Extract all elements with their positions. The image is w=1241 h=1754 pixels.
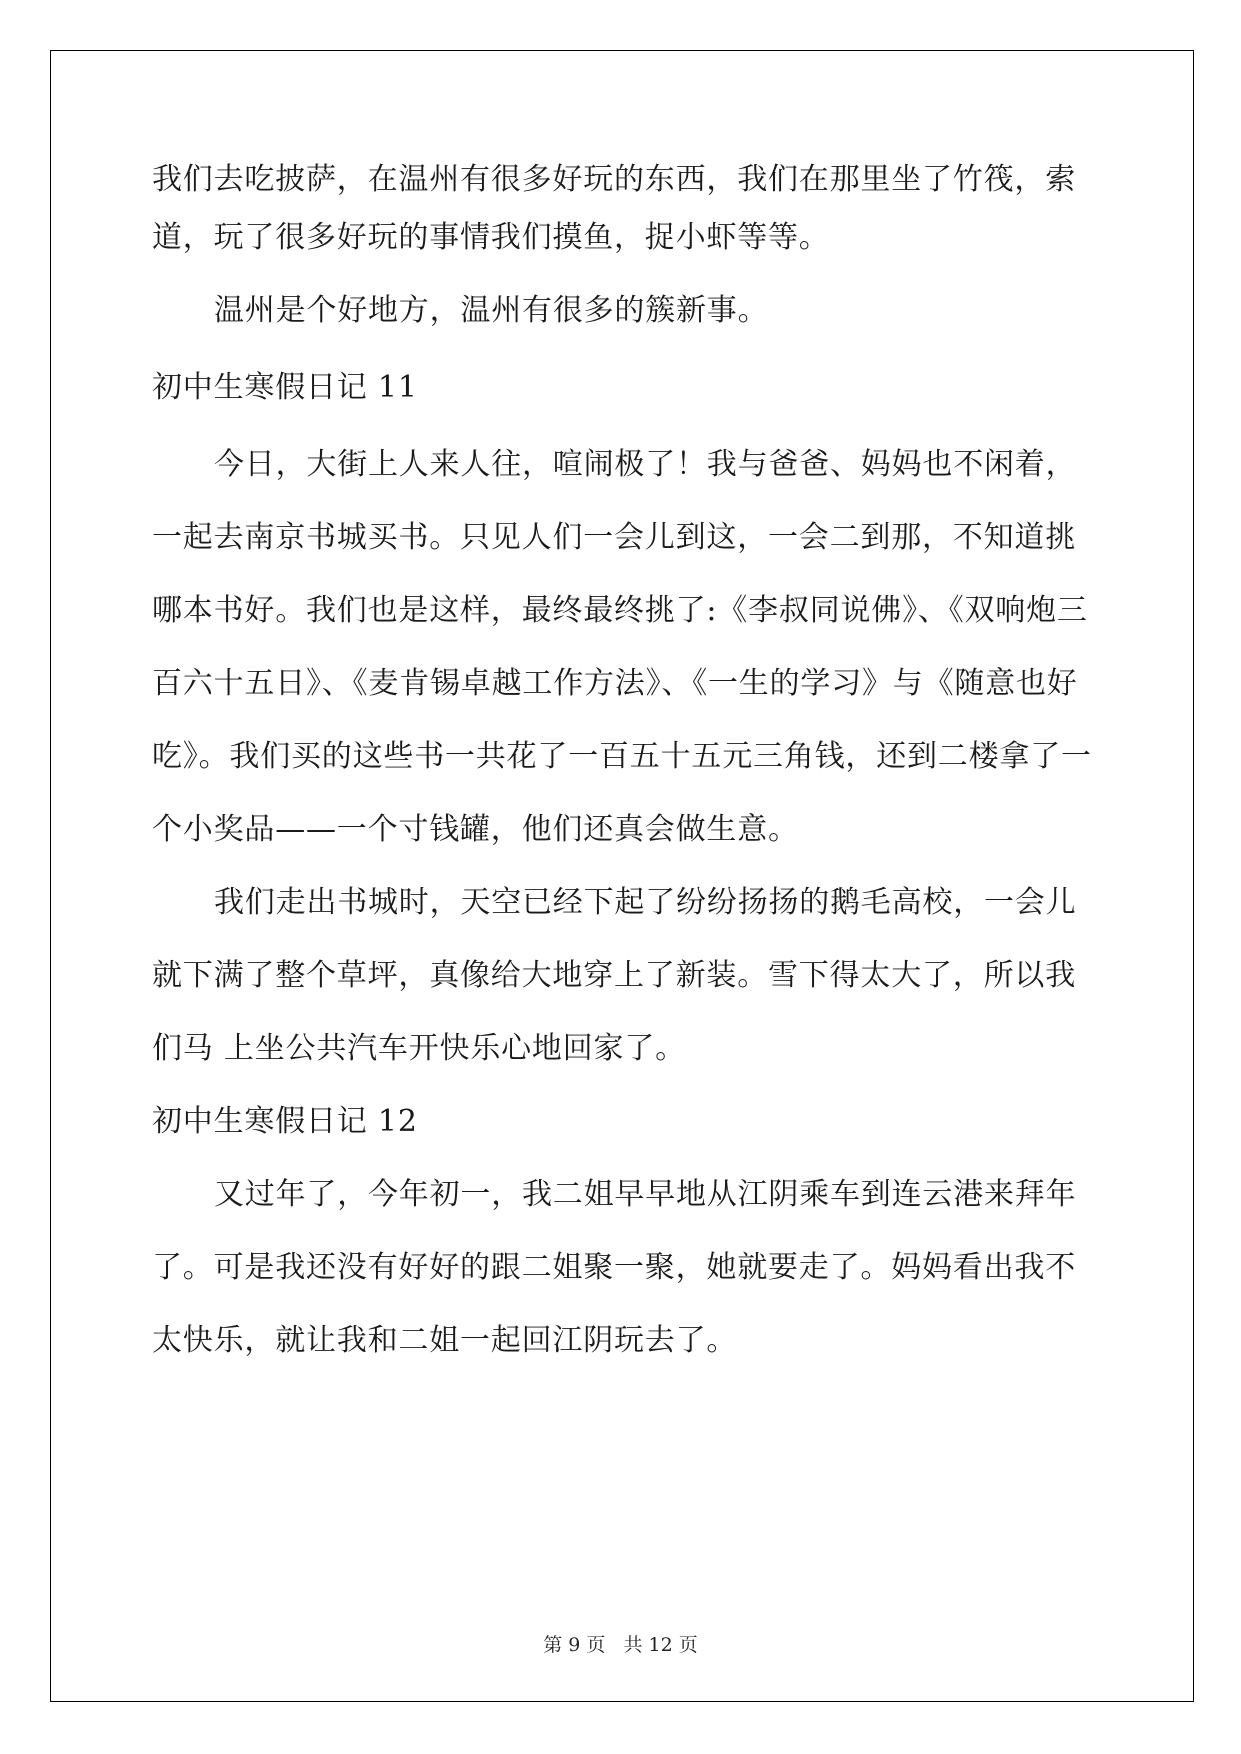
paragraph-line: 今日，大街上人来人往，喧闹极了！我与爸爸、妈妈也不闲着， — [214, 447, 1077, 482]
paragraph-line: 了。可是我还没有好好的跟二姐聚一聚，她就要走了。妈妈看出我不 — [152, 1250, 1076, 1285]
paragraph-line: 就下满了整个草坪，真像给大地穿上了新装。雪下得太大了，所以我 — [152, 958, 1076, 993]
page-footer — [0, 1630, 1241, 1657]
page-number: 第 9 页 — [543, 1634, 606, 1656]
paragraph-line: 太快乐，就让我和二姐一起回江阴玩去了。 — [152, 1323, 738, 1358]
paragraph-line: 又过年了，今年初一，我二姐早早地从江阴乘车到连云港来拜年 — [214, 1177, 1077, 1212]
paragraph-line: 一起去南京书城买书。只见人们一会儿到这，一会二到那，不知道挑 — [152, 520, 1076, 555]
paragraph-line: 们马 上坐公共汽车开快乐心地回家了。 — [152, 1031, 686, 1066]
page-total: 共 12 页 — [623, 1634, 698, 1656]
paragraph-line: 我们走出书城时，天空已经下起了纷纷扬扬的鹅毛高校，一会儿 — [214, 885, 1077, 920]
paragraph-line: 哪本书好。我们也是这样，最终最终挑了:《李叔同说佛》、《双响炮三 — [152, 593, 1088, 628]
paragraph-line: 百六十五日》、《麦肯锡卓越工作方法》、《一生的学习》与《随意也好 — [152, 666, 1078, 701]
section-heading: 初中生寒假日记 11 — [152, 370, 418, 405]
paragraph-line: 个小奖品——一个寸钱罐，他们还真会做生意。 — [152, 812, 799, 847]
paragraph-line: 道，玩了很多好玩的事情我们摸鱼，捉小虾等等。 — [152, 220, 830, 255]
paragraph-line: 我们去吃披萨，在温州有很多好玩的东西，我们在那里坐了竹筏，索 — [152, 162, 1076, 197]
section-heading: 初中生寒假日记 12 — [152, 1104, 418, 1139]
paragraph-line: 吃》。我们买的这些书一共花了一百五十五元三角钱，还到二楼拿了一 — [152, 739, 1092, 774]
paragraph-line: 温州是个好地方，温州有很多的簇新事。 — [214, 293, 769, 328]
